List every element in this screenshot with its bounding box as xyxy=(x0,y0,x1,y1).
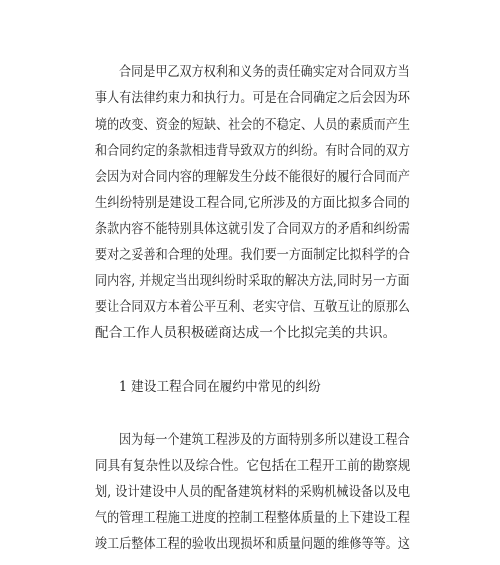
paragraph-1-line-8: 要对之妥善和合理的处理。我们要一方面制定比拟科学的合 xyxy=(95,247,411,263)
paragraph-2-line-2: 同具有复杂性以及综合性。它包括在工程开工前的勘察规 xyxy=(95,458,411,474)
paragraph-2-line-3: 划, 设计建设中人员的配备建筑材料的采购机械设备以及电 xyxy=(95,484,411,500)
paragraph-1-line-6: 生纠纷特别是建设工程合同,它所涉及的方面比拟多合同的 xyxy=(95,195,410,211)
paragraph-2-line-4: 气的管理工程施工进度的控制工程整体质量的上下建设工程 xyxy=(95,510,411,526)
paragraph-1-line-3: 境的改变、资金的短缺、社会的不稳定、人员的素质而产生 xyxy=(95,117,411,133)
paragraph-1-line-2: 事人有法律约束力和执行力。可是在合同确定之后会因为环 xyxy=(95,90,411,106)
paragraph-1-line-9: 同内容, 并规定当出现纠纷时采取的解决方法,同时另一方面 xyxy=(95,273,410,289)
paragraph-1-line-1: 合同是甲乙双方权利和义务的责任确实定对合同双方当 xyxy=(119,64,410,80)
paragraph-2-line-1: 因为每一个建筑工程涉及的方面特别多所以建设工程合 xyxy=(119,432,410,448)
paragraph-1-line-10: 要让合同双方本着公平互利、老实守信、互敬互让的原那么 xyxy=(95,299,411,315)
paragraph-1-line-4: 和合同约定的条款相违背导致双方的纠纷。有时合同的双方 xyxy=(95,143,411,159)
paragraph-1-line-7: 条款内容不能特别具体这就引发了合同双方的矛盾和纠纷需 xyxy=(95,221,411,237)
paragraph-1-line-11: 配合工作人员积极磋商达成一个比拟完美的共识。 xyxy=(95,325,397,341)
paragraph-2-line-5: 竣工后整体工程的验收出现损坏和质量问题的维修等等。这 xyxy=(95,536,411,552)
section-heading-1: 1 建设工程合同在履约中常见的纠纷 xyxy=(119,379,321,395)
paragraph-1-line-5: 会因为对合同内容的理解发生分歧不能很好的履行合同而产 xyxy=(95,169,411,185)
